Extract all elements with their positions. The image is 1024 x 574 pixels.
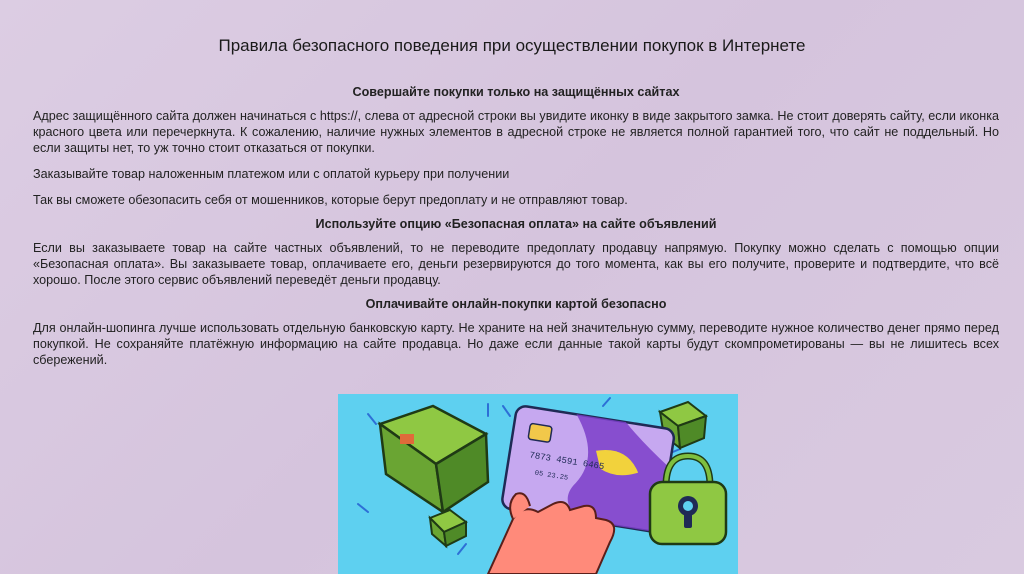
slide-title: Правила безопасного поведения при осуществлении покупок в Интернете [218, 36, 806, 55]
section-heading: Оплачивайте онлайн-покупки картой безопасно [365, 297, 667, 311]
paragraph: Адрес защищённого сайта должен начинаться с https://, слева от адресной строки вы увидите иконку в виде закрытого замка. Не стоит доверять сайту, если иконка красного цвета или перечеркнута. К сожалению, наличие нужных элементов в адресной строке не является полной гарантией того, что сайт не поддельный. Но если защиты нет, то уж точно стоит отказаться от покупки. [33, 109, 999, 155]
paragraph: Так вы сможете обезопасить себя от мошенников, которые берут предоплату и не отправляют товар. [33, 193, 628, 207]
card-number: 7873 4591 6465 [528, 450, 605, 473]
paragraph: Заказывайте товар наложенным платежом или с оплатой курьеру при получении [33, 167, 510, 181]
card-expiry: 05 23.25 [534, 469, 569, 483]
section-heading: Используйте опцию «Безопасная оплата» на сайте объявлений [315, 217, 717, 231]
paragraph: Для онлайн-шопинга лучше использовать отдельную банковскую карту. Не храните на ней значительную сумму, переводите нужное количество денег прямо перед покупкой. Не сохраняйте платёжную информацию на сайте продавца. Но даже если данные такой карты будут скомпрометированы — вы не лишитесь всех сбережений. [33, 321, 999, 367]
illustration [338, 394, 738, 574]
slide-content [33, 84, 999, 378]
paragraph: Если вы заказываете товар на сайте частных объявлений, то не переводите предоплату продавцу напрямую. Покупку можно сделать с помощью опции «Безопасная оплата». Вы заказываете товар, оплачиваете его, деньги резервируются до того момента, как вы его получите, проверите и подтвердите, что всё хорошо. После этого сервис объявлений переведёт деньги продавцу. [33, 241, 999, 287]
section-heading: Совершайте покупки только на защищённых сайтах [352, 85, 680, 99]
